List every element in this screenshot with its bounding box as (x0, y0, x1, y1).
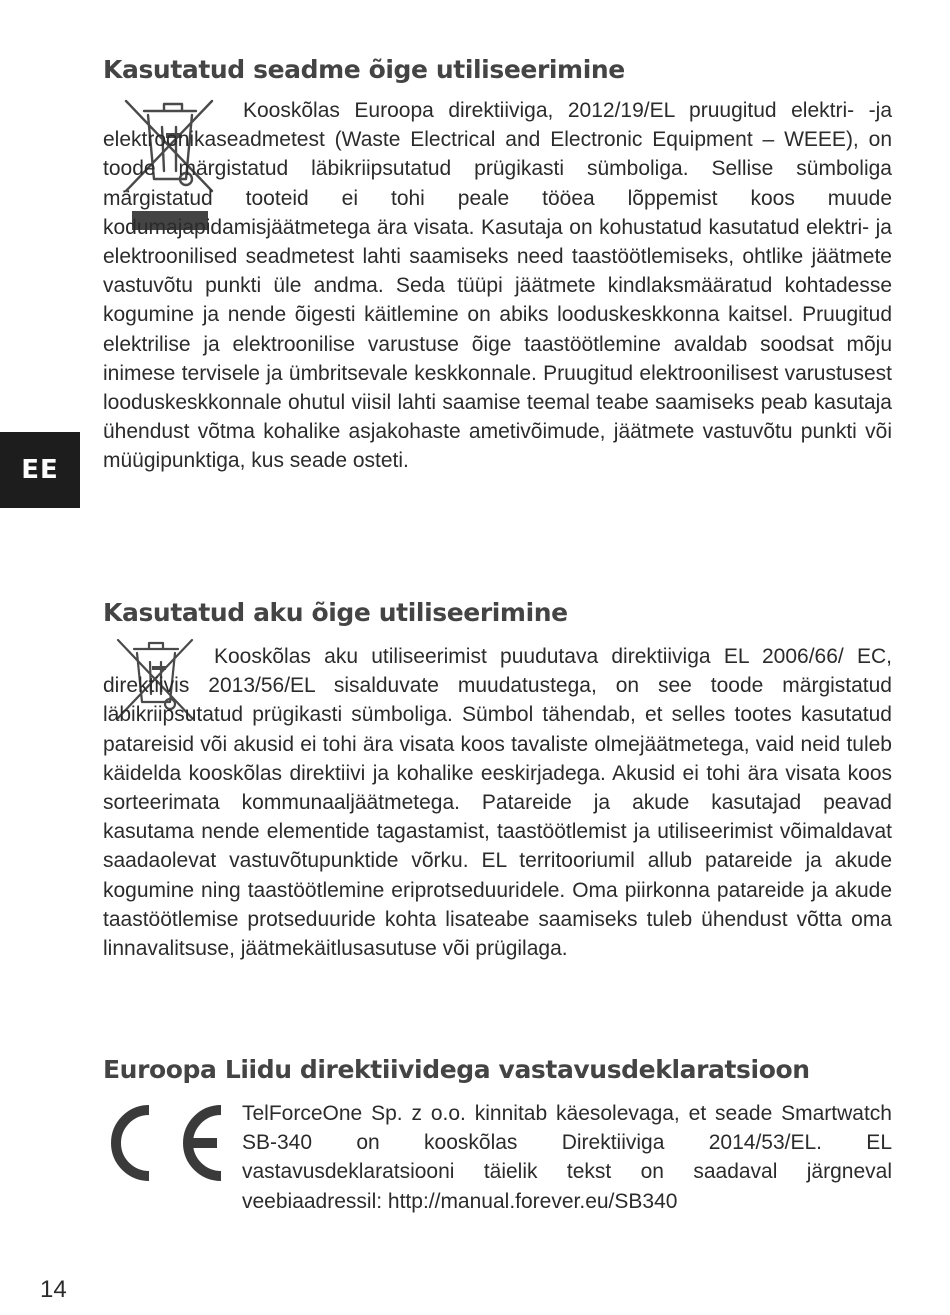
page-number: 14 (40, 1276, 67, 1303)
ce-heading: Euroopa Liidu direktiividega vastavusdeklaratsioon (103, 1055, 810, 1084)
battery-heading: Kasutatud aku õige utiliseerimine (103, 598, 568, 627)
ce-paragraph: TelForceOne Sp. z o.o. kinnitab käesolevaga, et seade Smartwatch SB-340 on kooskõlas Direktiiviga 2014/53/EL. EL vastavusdeklaratsiooni täielik tekst on saadaval järgneval veebiaadressil: http://manual.forever.eu/SB340 (242, 1102, 892, 1213)
weee-heading: Kasutatud seadme õige utiliseerimine (103, 55, 625, 84)
weee-paragraph: Kooskõlas Euroopa direktiiviga, 2012/19/EL pruugitud elektri- -ja elektroonikaseadmetest (Waste Electrical and Electronic Equipment – WEEE), on toode märgistatud läbikriipsutatud prügikasti sümboliga. Sellise sümboliga märgistatud tooteid ei tohi peale tööea lõppemist koos muude kodumajapidamisjäätmetega ära visata. Kasutaja on kohustatud kasutatud elektri- ja elektroonilised seadmetest lahti saamiseks need taastöötlemiseks, ohtlike jäätmete vastuvõtu punkti üle andma. Seda tüüpi jäätmete kindlaksmääratud kohtadesse kogumine ja nende õigesti käitlemine on abiks looduskeskkonna kaitsel. Pruugitud elektrilise ja elektroonilise varustuse õige taastöötlemine avaldab soodsat mõju inimese tervisele ja ümbritsevale keskkonnale. Pruugitud elektroonilisest varustusest looduskeskkonnale ohutul viisil lahti saamise teemal teabe saamiseks peab kasutaja ühendust võtma kohalike asjakohaste ametivõimude, jäätmete vastuvõtu punkti või müügipunktiga, kus seade osteti. (103, 99, 892, 473)
battery-paragraph: Kooskõlas aku utiliseerimist puudutava direktiiviga EL 2006/66/ EC, direktiivis 2013/56/EL sisalduvate muudatustega, on see toode märgistatud läbikriipsutatud prügikasti sümboliga. Sümbol tähendab, et selles tootes kasutatud patareisid või akusid ei tohi ära visata koos tavaliste olmejäätmetega, vaid neid tuleb käidelda kooskõlas direktiivi ja kohalike eeskirjadega. Akusid ei tohi ära visata koos sorteerimata kommunaaljäätmetega. Patareide ja akude kasutajad peavad kasutama nende elementide tagastamist, taastöötlemist ja utiliseerimist võimaldavat saadaolevat vastuvõtupunktide võrku. EL territooriumil allub patareide ja akude kogumine ning taastöötlemine eriprotseduuridele. Oma piirkonna patareide ja akude taastöötlemise protseduuride kohta lisateabe saamiseks tuleb ühendust võtta oma linnavalitsuse, jäätmekäitlusasutuse või prügilaga. (103, 645, 892, 961)
ce-mark-icon (103, 1103, 229, 1183)
language-tab: EE (0, 432, 80, 508)
